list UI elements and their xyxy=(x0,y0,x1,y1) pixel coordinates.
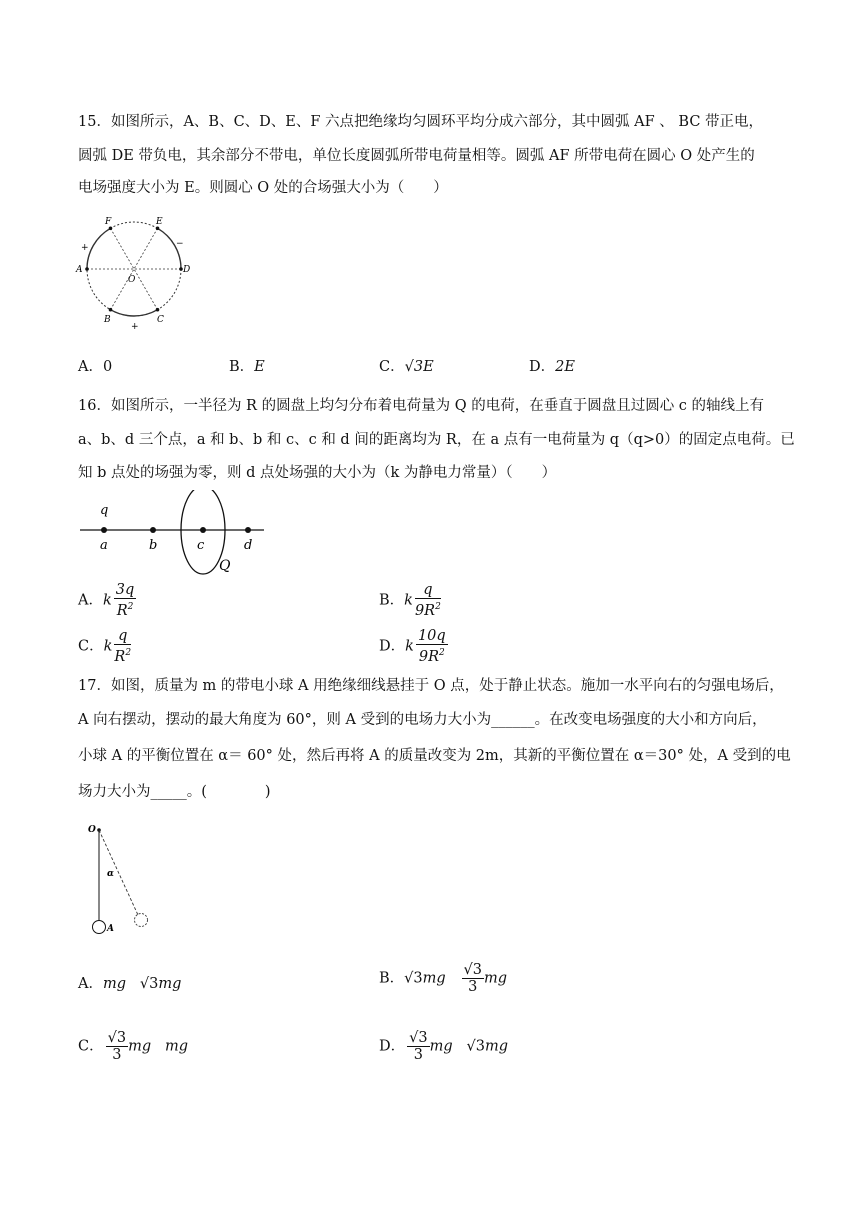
q17-option-b[interactable]: B．√3mg $\frac{√3}{3}$ mg xyxy=(379,962,508,995)
label-a: A xyxy=(76,265,83,275)
q16-option-a[interactable]: A．k $\frac{3q}{R^2}$ xyxy=(78,582,135,619)
q17-stem-line-1: 17．如图，质量为 m 的带电小球 A 用绝缘细线悬挂于 O 点，处于静止状态。施加一水平向右的匀强电场后， xyxy=(78,678,784,694)
label-big-q: Q xyxy=(219,558,231,574)
sign-minus-de: − xyxy=(176,239,184,249)
q17-option-d[interactable]: D． $\frac{√3}{3}$ mg √3mg xyxy=(379,1030,509,1063)
ball-displaced xyxy=(135,914,148,927)
label-e: E xyxy=(156,217,163,227)
q17-pendulum-figure xyxy=(84,818,164,938)
label-d: d xyxy=(244,538,253,553)
q15-ring-figure xyxy=(72,212,202,336)
q17-option-c[interactable]: C． $\frac{√3}{3}$ mg mg xyxy=(78,1030,189,1063)
label-c: c xyxy=(197,538,205,553)
label-b: b xyxy=(149,538,158,553)
sign-plus-bc: + xyxy=(131,322,139,332)
label-alpha: α xyxy=(107,869,114,879)
q15-option-c[interactable]: C．√3E xyxy=(379,359,434,375)
q16-option-d[interactable]: D．k $\frac{10q}{9R^2}$ xyxy=(379,628,446,665)
q16-option-b[interactable]: B．k $\frac{q}{9R^2}$ xyxy=(379,582,441,619)
arc-af xyxy=(87,228,111,269)
q15-stem-line-1: 15．如图所示，A、B、C、D、E、F 六点把绝缘均匀圆环平均分成六部分，其中圆弧 AF 、 BC 带正电， xyxy=(78,114,764,130)
q16-stem-line-2: a、b、d 三个点，a 和 b、b 和 c、c 和 d 间的距离均为 R，在 a 点有一电荷量为 q（q>0）的固定点电荷。已 xyxy=(78,432,795,448)
q16-disk-figure xyxy=(78,490,268,580)
q17-stem-line-2: A 向右摆动，摆动的最大角度为 60°，则 A 受到的电场力大小为______。在改变电场强度的大小和方向后， xyxy=(78,712,767,728)
ball-a xyxy=(93,921,106,934)
label-d: D xyxy=(183,265,191,275)
label-q: q xyxy=(100,503,109,518)
label-f: F xyxy=(105,217,112,227)
q16-stem-line-1: 16．如图所示，一半径为 R 的圆盘上均匀分布着电荷量为 Q 的电荷，在垂直于圆盘且过圆心 c 的轴线上有 xyxy=(78,398,765,414)
q17-stem-line-3: 小球 A 的平衡位置在 α＝ 60° 处，然后再将 A 的质量改变为 2m，其新的平衡位置在 α＝30° 处，A 受到的电 xyxy=(78,748,791,764)
label-c: C xyxy=(157,315,164,325)
q15-option-b[interactable]: B．E xyxy=(229,359,265,375)
arc-bc xyxy=(111,310,158,316)
q15-stem-line-2: 圆弧 DE 带负电，其余部分不带电，单位长度圆弧所带电荷量相等。圆弧 AF 所带电荷在圆心 O 处产生的 xyxy=(78,148,755,164)
label-b: B xyxy=(104,315,111,325)
label-a: a xyxy=(100,538,108,553)
label-a: A xyxy=(107,924,114,934)
string-deflected xyxy=(99,830,138,915)
label-o: O xyxy=(128,275,136,285)
q15-option-d[interactable]: D．2E xyxy=(529,359,575,375)
q15-option-a[interactable]: A．0 xyxy=(78,359,113,375)
q17-option-a[interactable]: A．mg √3mg xyxy=(78,976,182,992)
sign-plus-af: + xyxy=(81,243,89,253)
q16-option-c[interactable]: C．k $\frac{q}{R^2}$ xyxy=(78,628,132,665)
q17-stem-line-4: 场力大小为_____。( ) xyxy=(78,784,271,800)
q15-stem-line-3: 电场强度大小为 E。则圆心 O 处的合场强大小为（ ） xyxy=(78,180,448,196)
label-o: O xyxy=(88,825,96,835)
q16-stem-line-3: 知 b 点处的场强为零，则 d 点处场强的大小为（k 为静电力常量）（ ） xyxy=(78,465,557,481)
